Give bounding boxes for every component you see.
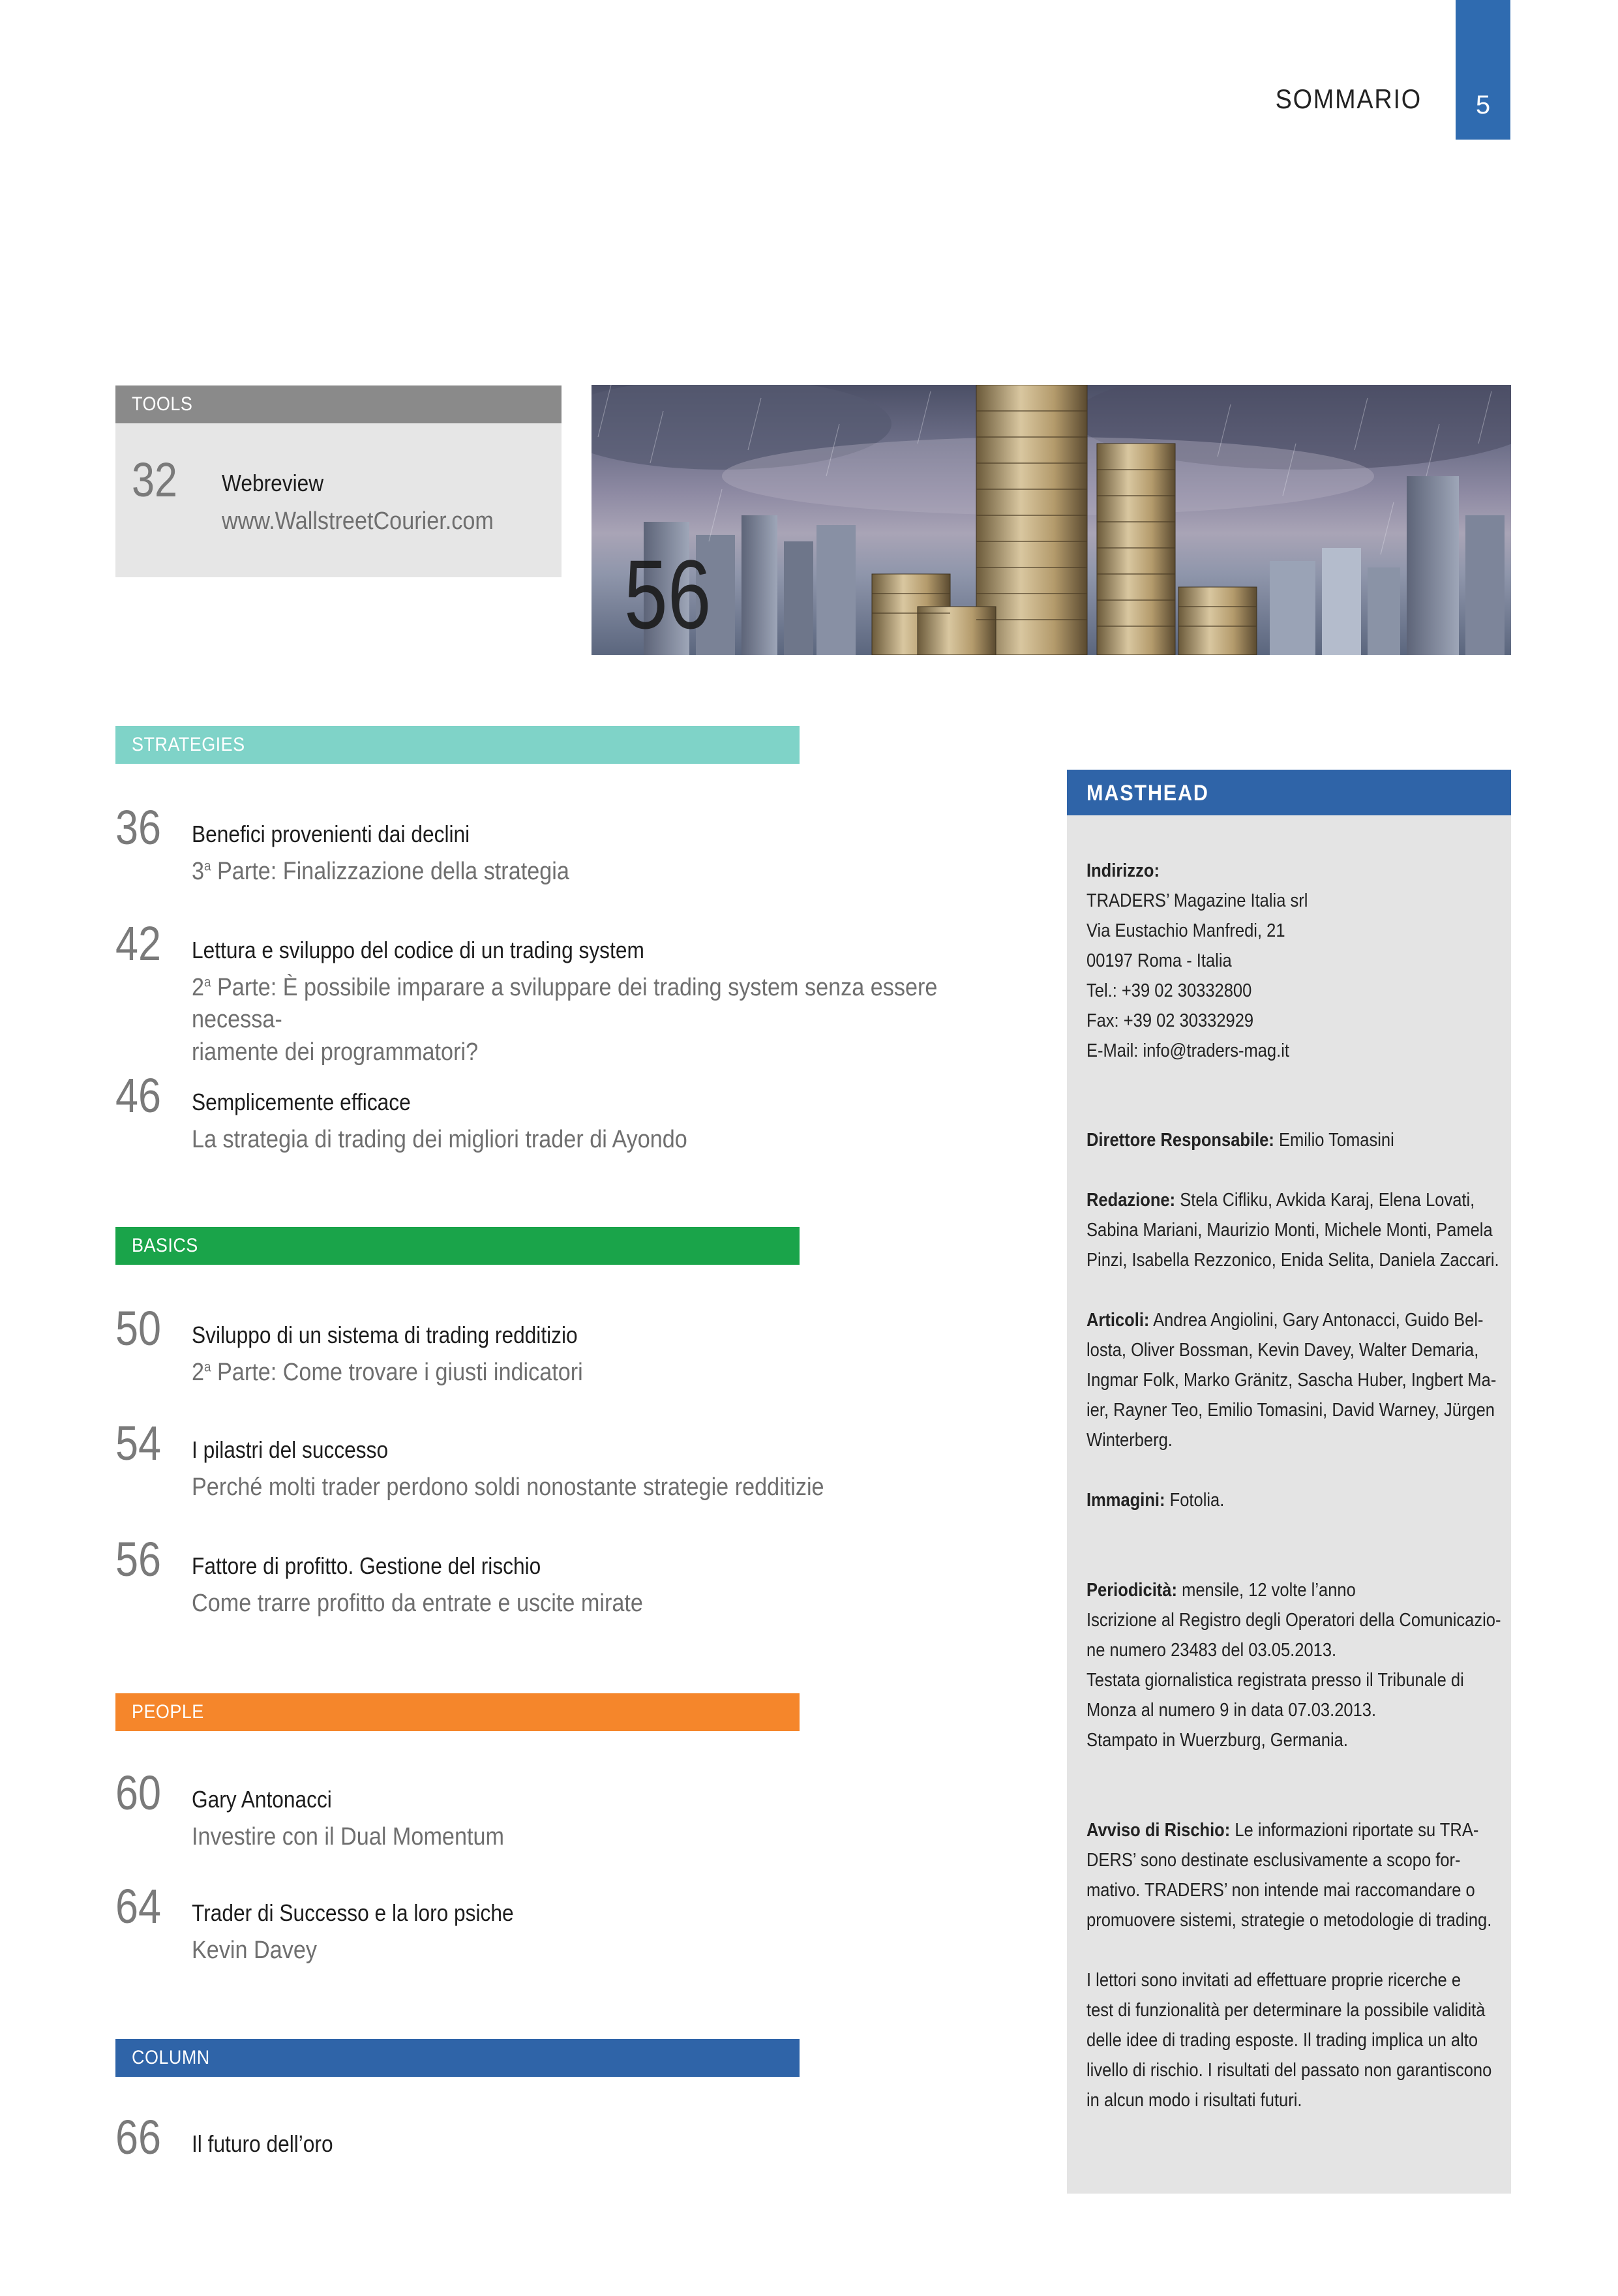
toc-entry-page-number: 50 <box>115 1301 161 1355</box>
hero-page-number: 56 <box>624 539 712 649</box>
address-line: Via Eustachio Manfredi, 21 <box>1086 920 1285 941</box>
toc-entry-page-number: 54 <box>115 1416 161 1470</box>
people-section-bar <box>115 1693 800 1731</box>
email-line: E-Mail: info@traders-mag.it <box>1086 1040 1289 1061</box>
page-section-title: SOMMARIO <box>1275 83 1422 114</box>
coins-cityscape-image <box>592 385 1511 655</box>
toc-entry-title: Il futuro dell’oro <box>192 2130 333 2157</box>
page-number-tab <box>1456 0 1510 140</box>
toc-entry-subtitle: Come trarre profitto da entrate e uscite mirate <box>192 1590 643 1617</box>
people-section-label: PEOPLE <box>132 1701 204 1723</box>
toc-entry-title: Fattore di profitto. Gestione del rischio <box>192 1552 541 1579</box>
strategies-section-bar <box>115 726 800 764</box>
toc-entry-title: Trader di Successo e la loro psiche <box>192 1899 514 1926</box>
masthead-risk-notice: Avviso di Rischio: Le informazioni riportate su TRA- DERS’ sono destinate esclusivamente a scopo for- mativo. TRADERS’ non intende mai raccomandare o promuovere sistemi, strategie o metodologie di trading. <box>1086 1820 1492 1931</box>
phone-line: Tel.: +39 02 30332800 <box>1086 980 1252 1001</box>
basics-section-bar <box>115 1227 800 1265</box>
address-heading: Indirizzo: <box>1086 860 1160 881</box>
toc-entry-subtitle: 2$^a$ Parte: È possibile imparare a sviluppare dei trading system senza essere necessa- riamente dei programmatori? <box>192 974 938 1066</box>
masthead-bar <box>1067 770 1511 815</box>
address-line: 00197 Roma - Italia <box>1086 950 1232 971</box>
toc-entry-title: I pilastri del successo <box>192 1436 389 1463</box>
toc-entry-title: Sviluppo di un sistema di trading redditizio <box>192 1322 578 1348</box>
masthead-box <box>1067 815 1511 2194</box>
toc-entry-subtitle: Investire con il Dual Momentum <box>192 1823 504 1850</box>
toc-entry-page-number: 64 <box>115 1879 161 1933</box>
address-line: TRADERS’ Magazine Italia srl <box>1086 890 1308 911</box>
masthead-director: Direttore Responsabile: Emilio Tomasini <box>1086 1130 1394 1151</box>
toc-entry-title: Webreview <box>222 470 324 496</box>
toc-entry-subtitle: La strategia di trading dei migliori trader di Ayondo <box>192 1126 687 1153</box>
toc-entry-page-number: 66 <box>115 2110 161 2164</box>
masthead-label: MASTHEAD <box>1086 781 1209 806</box>
masthead-articles: Articoli: Andrea Angiolini, Gary Antonacci, Guido Bel- losta, Oliver Bossman, Kevin Davey, Walter Demaria, Ingmar Folk, Marko Gränitz, Sascha Huber, Ingbert Ma- ier, Rayner Teo, Emilio Tomasini, David Warney, Jürgen Winterberg. <box>1086 1310 1497 1451</box>
toc-entry-title: Gary Antonacci <box>192 1786 332 1813</box>
hero-illustration <box>592 385 1511 655</box>
toc-entry-page-number: 46 <box>115 1068 161 1123</box>
page-number: 5 <box>1475 91 1491 119</box>
toc-entry-subtitle: www.WallstreetCourier.com <box>222 507 494 535</box>
toc-entry-title: Benefici provenienti dai declini <box>192 821 470 847</box>
toc-entry-page-number: 32 <box>132 453 177 507</box>
masthead-readers-notice: I lettori sono invitati ad effettuare proprie ricerche e test di funzionalità per determinare la possibile validità delle idee di trading esposte. Il trading implica un alto livello di rischio. I risultati del passato non garantiscono in alcun modo i risultati futuri. <box>1086 1970 1492 2111</box>
tools-section-label: TOOLS <box>132 393 193 415</box>
toc-entry-page-number: 36 <box>115 800 161 854</box>
masthead-periodicity: Periodicità: mensile, 12 volte l’anno Iscrizione al Registro degli Operatori della Comunicazio- ne numero 23483 del 03.05.2013. Testata giornalistica registrata presso il Tribunale di Monza al numero 9 in data 07.03.2013. Stampato in Wuerzburg, Germania. <box>1086 1580 1501 1751</box>
fax-line: Fax: +39 02 30332929 <box>1086 1010 1254 1031</box>
toc-entry-subtitle: Perché molti trader perdono soldi nonostante strategie redditizie <box>192 1473 824 1501</box>
toc-entry-subtitle: 2$^a$ Parte: Come trovare i giusti indicatori <box>192 1359 583 1386</box>
basics-section-label: BASICS <box>132 1235 198 1256</box>
toc-entry-page-number: 42 <box>115 916 161 971</box>
toc-entry-page-number: 56 <box>115 1532 161 1586</box>
toc-entry-title: Semplicemente efficace <box>192 1089 411 1115</box>
column-section-bar <box>115 2039 800 2077</box>
masthead-address <box>1086 856 1488 1066</box>
tools-section-box <box>115 423 562 577</box>
toc-entry-page-number: 60 <box>115 1766 161 1820</box>
column-section-label: COLUMN <box>132 2047 210 2068</box>
masthead-images: Immagini: Fotolia. <box>1086 1490 1225 1511</box>
tools-section-bar <box>115 385 562 423</box>
toc-entry-subtitle: Kevin Davey <box>192 1937 317 1964</box>
toc-entry-title: Lettura e sviluppo del codice di un trading system <box>192 937 644 963</box>
strategies-section-label: STRATEGIES <box>132 734 245 755</box>
toc-entry-subtitle: 3$^a$ Parte: Finalizzazione della strategia <box>192 858 569 885</box>
masthead-editorial: Redazione: Stela Cifliku, Avkida Karaj, Elena Lovati, Sabina Mariani, Maurizio Monti, Michele Monti, Pamela Pinzi, Isabella Rezzonico, Enida Selita, Daniela Zaccari. <box>1086 1190 1499 1271</box>
